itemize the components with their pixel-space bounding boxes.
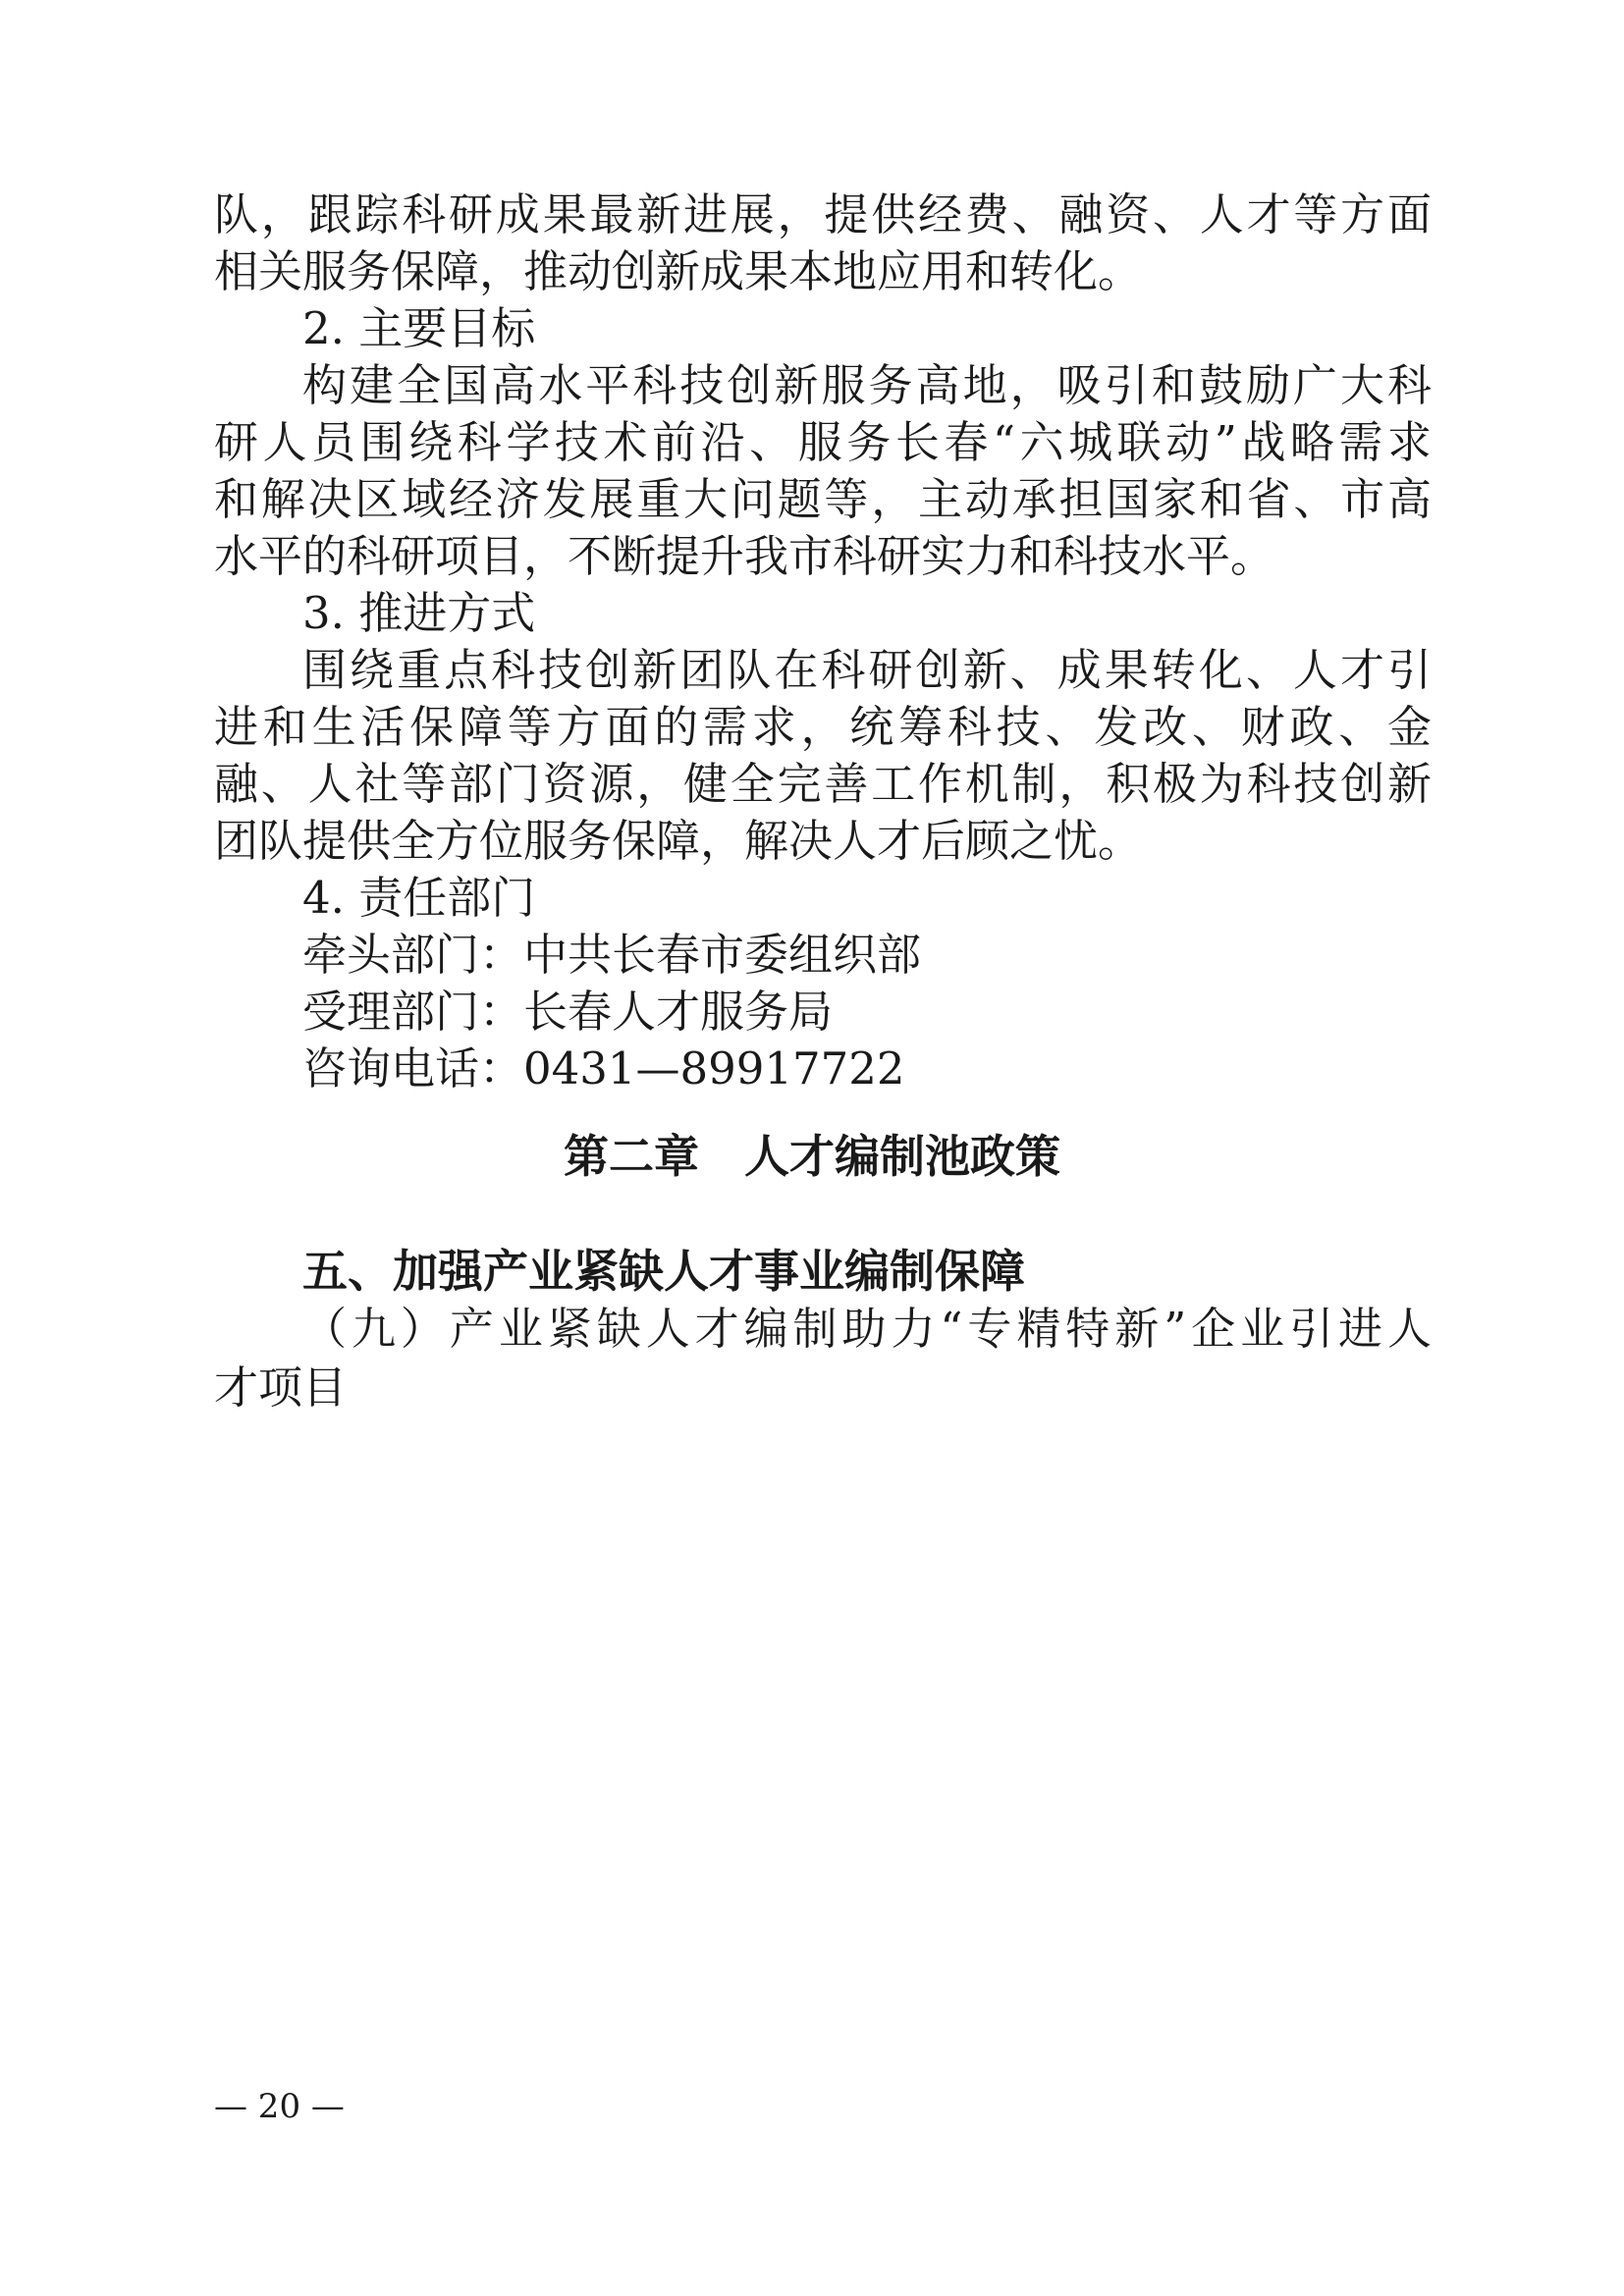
paragraph-line: 团队提供全方位服务保障，解决人才后顾之忧。 (214, 815, 1143, 867)
numbered-heading: 4. 责任部门 (302, 872, 536, 924)
page-number: — 20 — (214, 2087, 345, 2126)
consult-phone: 咨询电话：0431—89917722 (302, 1042, 905, 1095)
subsection-heading-line: 才项目 (214, 1362, 348, 1414)
numbered-heading: 3. 推进方式 (302, 587, 536, 639)
paragraph-line: 构建全国高水平科技创新服务高地，吸引和鼓励广大科 (302, 359, 1432, 411)
numbered-heading: 2. 主要目标 (302, 302, 536, 354)
section-heading: 五、加强产业紧缺人才事业编制保障 (302, 1245, 1025, 1298)
paragraph-line: 围绕重点科技创新团队在科研创新、成果转化、人才引 (302, 644, 1432, 696)
paragraph-line: 进和生活保障等方面的需求，统筹科技、发改、财政、金 (214, 701, 1432, 753)
paragraph-line: 队，跟踪科研成果最新进展，提供经费、融资、人才等方面 (214, 188, 1432, 240)
paragraph-line: 相关服务保障，推动创新成果本地应用和转化。 (214, 245, 1143, 297)
chapter-title: 第二章 人才编制池政策 (564, 1130, 1060, 1183)
lead-department: 牵头部门：中共长春市委组织部 (302, 929, 922, 981)
paragraph-line: 水平的科研项目，不断提升我市科研实力和科技水平。 (214, 530, 1275, 582)
paragraph-line: 融、人社等部门资源，健全完善工作机制，积极为科技创新 (214, 758, 1432, 810)
paragraph-line: 研人员围绕科学技术前沿、服务长春“六城联动”战略需求 (214, 416, 1432, 468)
accepting-department: 受理部门：长春人才服务局 (302, 986, 834, 1038)
subsection-heading-line: （九）产业紧缺人才编制助力“专精特新”企业引进人 (302, 1303, 1432, 1355)
paragraph-line: 和解决区域经济发展重大问题等，主动承担国家和省、市高 (214, 473, 1432, 525)
